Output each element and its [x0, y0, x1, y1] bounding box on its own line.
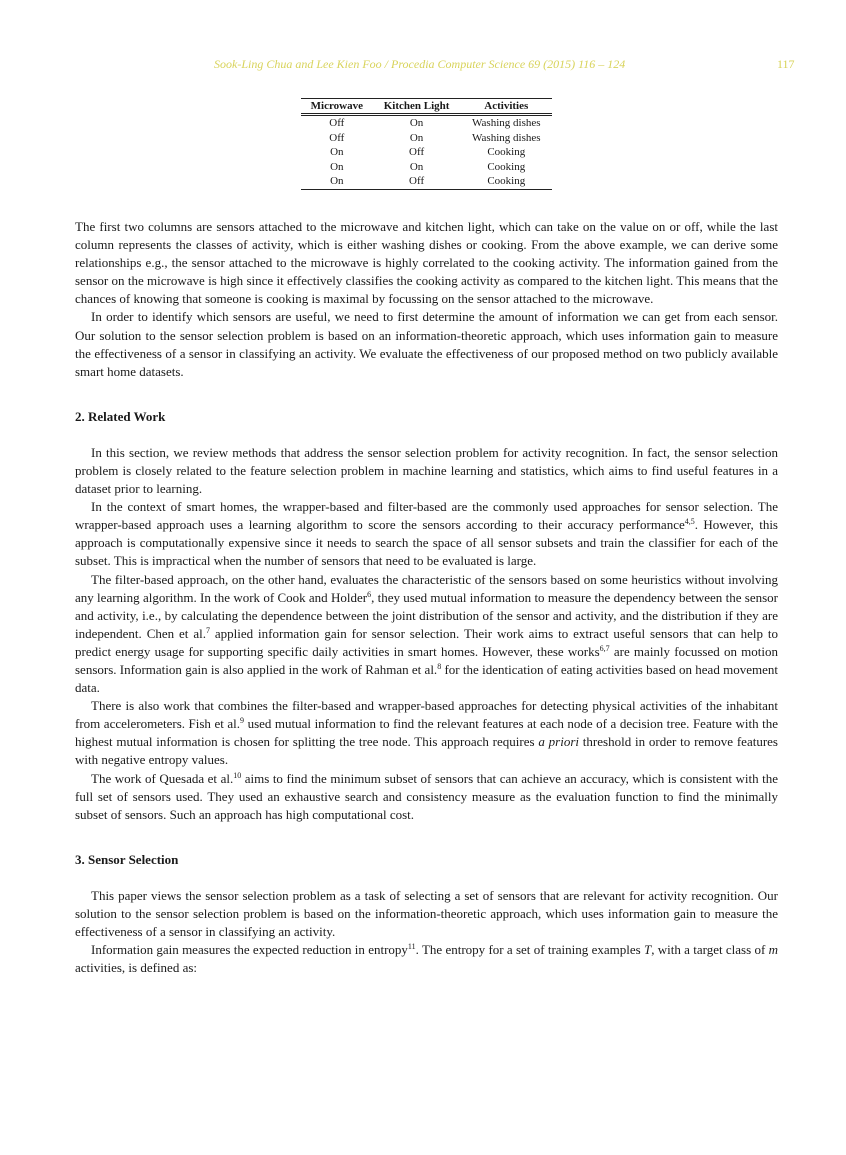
citation-ref: 6: [367, 589, 372, 599]
table-header-row: [301, 99, 552, 115]
citation-ref: 9: [240, 716, 245, 726]
column-header: Kitchen Light: [373, 99, 461, 115]
intro-paragraph: In order to identify which sensors are useful, we need to first determine the amount of information we can get from each sensor. Our solution to the sensor selection problem is based on an information-theoretic approach, which uses information gain to measure the effectiveness of a sensor in classifying an activity. We evaluate the effectiveness of our proposed method on two publicly available smart home datasets.: [75, 309, 778, 379]
citation-ref: 4,5: [684, 517, 695, 527]
table-cell: Off: [329, 117, 345, 130]
table-cell: On: [409, 131, 424, 144]
table-row: [301, 160, 552, 175]
table-cell: On: [330, 160, 344, 173]
header-citation: Sook-Ling Chua and Lee Kien Foo / Procedia Computer Science 69 (2015) 116 – 124: [214, 57, 626, 71]
table-row: [301, 131, 552, 146]
table-cell: On: [409, 160, 424, 173]
body-paragraph: In the context of smart homes, the wrapper-based and filter-based are the commonly used approaches for sensor selection. The wrapper-based approach uses a learning algorithm to score the sensors according to their accuracy performance$^{4,5}$. However, this approach is computationally expensive since it needs to search the space of all sensor subsets and train the classifier for each of the subset. This is impractical when the number of sensors that need to be evaluated is large.: [75, 499, 778, 569]
body-paragraph: There is also work that combines the filter-based and wrapper-based approaches for detecting physical activities of the inhabitant from accelerometers. Fish et al.$^9$ used mutual information to find the relevant features at each node of a decision tree. Feature with the highest mutual information is chosen for splitting the tree node. This approach requires a priori threshold in order to remove features with negative entropy values.: [75, 698, 778, 768]
column-header: Activities: [461, 99, 552, 115]
table-cell: On: [330, 146, 344, 159]
page-number: 117: [777, 57, 795, 71]
table-cell: Off: [329, 131, 345, 144]
intro-paragraph: The first two columns are sensors attached to the microwave and kitchen light, which can take on the value on or off, while the last column represents the classes of activity, which is either washing dishes or cooking. From the above example, we can derive some relationships e.g., the sensor attached to the microwave is highly correlated to the cooking activity. The information gained from the sensor on the microwave is high since it effectively classifies the cooking activity as compared to the kitchen light. This means that the chances of knowing that someone is cooking is maximal by focussing on the sensor attached to the microwave.: [75, 219, 778, 307]
body-paragraph: The work of Quesada et al.$^{10}$ aims to find the minimum subset of sensors that can achieve an accuracy, which is consistent with the full set of sensors used. They used an exhaustive search and consistency measure as the evaluation function to find the minimally subset of sensors. Such an approach has high computational cost.: [75, 770, 778, 822]
section-heading-sensor-selection: 3. Sensor Selection: [75, 851, 179, 867]
table-cell: On: [409, 117, 424, 130]
table-cell: Washing dishes: [472, 131, 541, 144]
citation-ref: 7: [205, 625, 210, 635]
table-row: [301, 174, 552, 189]
table-row: [301, 145, 552, 160]
body-paragraph: In this section, we review methods that address the sensor selection problem for activity recognition. In fact, the sensor selection problem is closely related to the feature selection problem in machine learning and statistics, which aims to find useful features in a dataset prior to learning.: [75, 444, 778, 497]
citation-ref: 6,7: [599, 643, 610, 653]
table-cell: Cooking: [487, 175, 526, 188]
citation-ref: 8: [437, 661, 442, 671]
body-paragraph: This paper views the sensor selection problem as a task of selecting a set of sensors that are relevant for activity recognition. Our solution to the sensor selection problem is based on the information-theoretic approach, which uses information gain to measure the effectiveness of a sensor in classifying an activity.: [75, 887, 778, 939]
table-cell: Cooking: [487, 160, 526, 173]
table-cell: Off: [409, 175, 425, 188]
body-paragraph: The filter-based approach, on the other hand, evaluates the characteristic of the sensors based on some heuristics without involving any learning algorithm. In the work of Cook and Holder$^6$, they used mutual information to measure the dependency between the sensor and activity, i.e., by calculating the dependence between the joint distribution of the sensor and activity, and the distribution if they are independent. Chen et al.$^7$ applied information gain for sensor selection. Their work aims to extract useful sensors that can help to predict energy usage for supporting specific daily activities in smart homes. However, these works$^{6,7}$ are mainly focussed on motion sensors. Information gain is also applied in the work of Rahman et al.$^8$ for the identication of eating activities based on head movement data.: [75, 571, 778, 696]
table-row: [301, 115, 552, 131]
body-paragraph: Information gain measures the expected reduction in entropy$^{11}$. The entropy for a set of training examples T, with a target class of m activities, is defined as:: [75, 942, 778, 976]
column-header: Microwave: [301, 99, 373, 115]
section-heading-related-work: 2. Related Work: [75, 408, 166, 424]
running-header: [0, 57, 846, 73]
citation-ref: 10: [233, 770, 242, 780]
citation-ref: 11: [407, 942, 416, 952]
table-cell: On: [330, 175, 344, 188]
example-table: [301, 98, 552, 190]
table-cell: Off: [409, 146, 425, 159]
table-cell: Cooking: [487, 146, 526, 159]
table-cell: Washing dishes: [472, 117, 541, 130]
main-text: [75, 218, 778, 977]
